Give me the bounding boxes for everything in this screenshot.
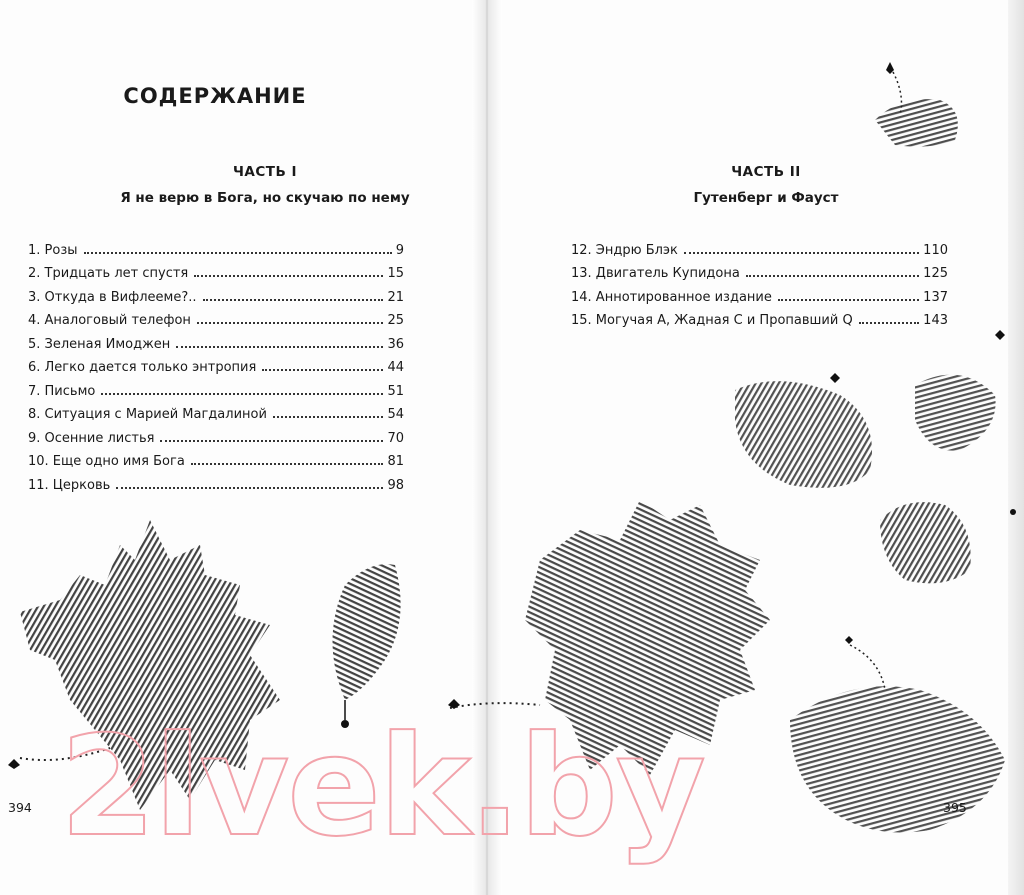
toc-entry-title: 2. Тридцать лет спустя [28,266,189,281]
toc-entry[interactable] [28,258,404,282]
toc-entry[interactable] [571,281,948,305]
toc-entry[interactable] [571,258,948,282]
toc-entry[interactable] [28,446,404,470]
toc-entry[interactable] [28,305,404,329]
page-title: СОДЕРЖАНИЕ [123,84,307,108]
toc-entry[interactable] [28,469,404,493]
leaf-icon [333,564,401,728]
toc-leader-dots [101,393,383,395]
toc-entry-title: 5. Зеленая Имоджен [28,336,171,352]
toc-entry-title: 8. Ситуация с Марией Магдалиной [28,407,267,422]
toc-leader-dots [116,487,383,489]
toc-leader-dots [859,322,919,324]
toc-entry-title: 9. Осенние листья [28,430,155,446]
part-2-toc-list [571,234,948,328]
toc-entry-title: 6. Легко дается только энтропия [28,360,257,375]
toc-entry-title: 12. Эндрю Блэк [571,242,678,258]
toc-leader-dots [191,463,384,465]
toc-entry[interactable] [28,375,404,399]
toc-entry[interactable] [571,305,948,329]
toc-leader-dots [160,440,383,442]
toc-leader-dots [778,299,919,301]
toc-entry[interactable] [28,281,404,305]
page-number-right: 395 [943,800,967,815]
toc-leader-dots [273,416,384,418]
toc-entry-page: 15 [387,266,404,281]
toc-entry-page: 110 [923,242,948,258]
toc-entry-page: 9 [395,242,404,258]
toc-entry-title: 11. Церковь [28,477,111,493]
toc-entry[interactable] [28,399,404,423]
toc-entry-page: 51 [387,383,404,399]
toc-entry[interactable] [28,352,404,376]
toc-entry-title: 7. Письмо [28,383,96,399]
toc-entry-title: 13. Двигатель Купидона [571,266,740,281]
page-number-left: 394 [8,800,32,815]
leaf-icon [735,373,872,488]
toc-leader-dots [84,252,392,254]
toc-entry-title: 4. Аналоговый телефон [28,313,191,328]
part-1-toc-list [28,234,404,493]
toc-entry-page: 143 [923,313,948,328]
toc-entry-page: 70 [387,430,404,446]
toc-entry-page: 81 [387,454,404,469]
leaf-icon [875,62,958,147]
part-1-label: ЧАСТЬ I [233,164,297,180]
toc-entry-title: 14. Аннотированное издание [571,289,772,305]
toc-leader-dots [746,275,919,277]
toc-entry-title: 15. Могучая А, Жадная С и Пропавший Q [571,313,853,328]
toc-leader-dots [197,322,384,324]
toc-leader-dots [203,299,384,301]
toc-entry-title: 1. Розы [28,242,78,258]
toc-leader-dots [194,275,383,277]
part-1-subtitle: Я не верю в Бога, но скучаю по нему [120,190,410,206]
toc-entry-page: 54 [387,407,404,422]
toc-entry-page: 98 [387,477,404,493]
toc-entry[interactable] [28,328,404,352]
toc-entry[interactable] [28,234,404,258]
part-2-label: ЧАСТЬ II [731,164,801,180]
toc-entry-page: 125 [923,266,948,281]
toc-leader-dots [262,369,383,371]
toc-entry[interactable] [28,422,404,446]
toc-entry-title: 3. Откуда в Вифлееме?.. [28,289,197,305]
toc-leader-dots [176,346,383,348]
leaf-icon [915,330,1005,451]
toc-entry-page: 44 [387,360,404,375]
toc-entry-page: 36 [387,336,404,352]
toc-entry-page: 137 [923,289,948,305]
toc-entry-page: 25 [387,313,404,328]
toc-entry-page: 21 [387,289,404,305]
toc-leader-dots [684,252,919,254]
toc-entry-title: 10. Еще одно имя Бога [28,454,185,469]
part-2-subtitle: Гутенберг и Фауст [693,190,839,206]
toc-entry[interactable] [571,234,948,258]
leaf-icon [880,502,1016,583]
watermark: 2lvek.by [60,706,704,867]
leaf-icon [790,636,1005,833]
